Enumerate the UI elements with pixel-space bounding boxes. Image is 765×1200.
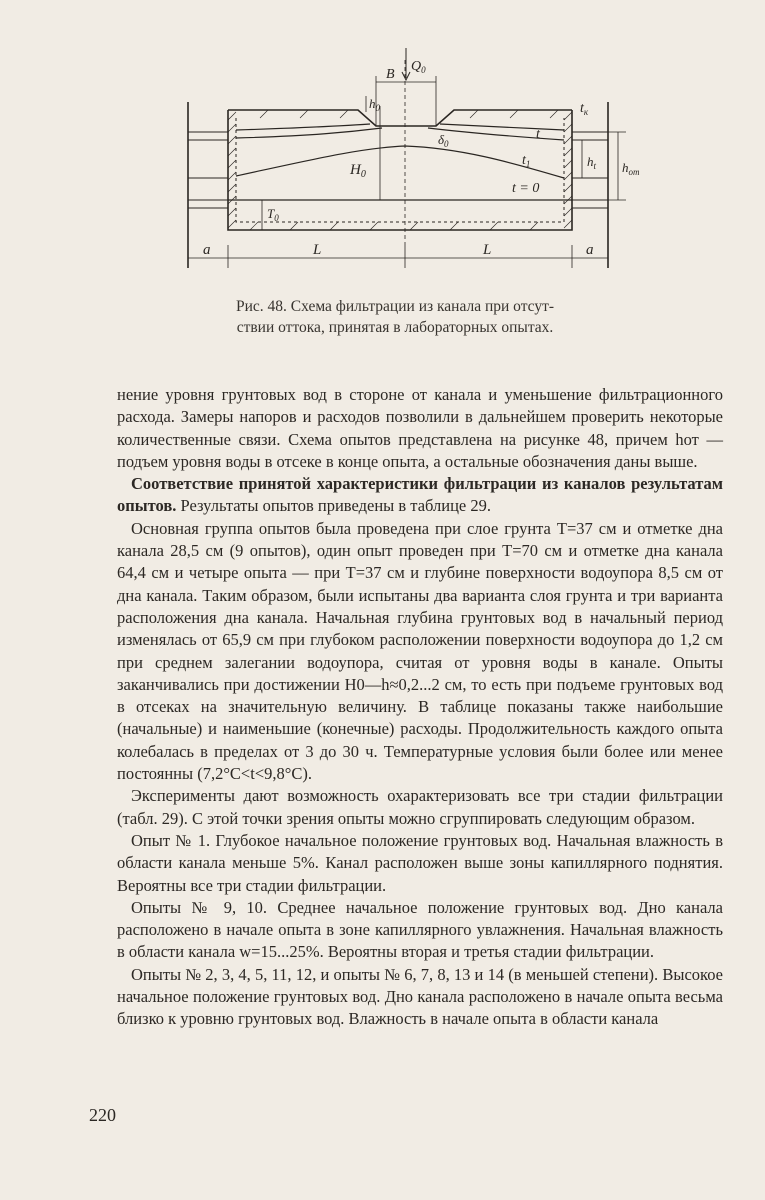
paragraph: Опыты № 2, 3, 4, 5, 11, 12, и опыты № 6, 7, 8, 13 и 14 (в меньшей степени). Высокое начальное положение грунтовых вод. Дно канала расположено в начале опыта весьма близко к уровню грунтовых вод. Влажность в начале опыта в области канала: [117, 964, 723, 1029]
label-Q0: $Q_0$: [411, 59, 426, 75]
label-L-right: L: [483, 242, 492, 258]
label-a-right: a: [586, 242, 594, 258]
figure-caption: [150, 296, 640, 338]
paragraph: Соответствие принятой характеристики фильтрации из каналов результатам опытов. Результаты опытов приведены в таблице 29.: [117, 474, 723, 516]
soil-surface-with-canal: [228, 110, 572, 126]
body-text: [117, 384, 723, 1031]
paragraph: Опыты № 9, 10. Среднее начальное положение грунтовых вод. Дно канала расположено в начале опыта в зоне капиллярного увлажнения. Начальная влажность в области канала w=15...25%. Вероятны вторая и третья стадии фильтрации.: [117, 897, 723, 962]
curve-tk-right: [440, 124, 564, 130]
section-heading: Соответствие принятой характеристики фильтрации из каналов результатам опытов.: [117, 474, 723, 516]
label-L-left: L: [313, 242, 322, 258]
label-tk: $t_к$: [580, 101, 589, 117]
label-B: B: [386, 67, 395, 82]
paragraph: Опыт № 1. Глубокое начальное положение грунтовых вод. Начальная влажность в области канала меньше 5%. Канал расположен выше зоны капиллярного поднятия. Вероятны все три стадии фильтрации.: [117, 830, 723, 895]
caption-line-1: Рис. 48. Схема фильтрации из канала при отсут-: [235, 298, 555, 315]
label-delta0: $\delta_0$: [438, 132, 449, 149]
label-T0: $T_0$: [267, 206, 279, 223]
figure-48-filtration-diagram: [170, 40, 640, 280]
label-t-zero: t = 0: [512, 181, 540, 196]
paragraph: Эксперименты дают возможность охарактеризовать все три стадии фильтрации (табл. 29). С этой точки зрения опыты можно сгруппировать следующим образом.: [117, 786, 723, 828]
curve-tk-left: [236, 124, 370, 130]
hatched-inner-border: [236, 118, 564, 222]
label-t: t: [536, 127, 540, 142]
paragraph: нение уровня грунтовых вод в стороне от канала и уменьшение фильтрационного расхода. Замеры напоров и расходов позволили в дальнейшем проверить некоторые количественные связи. Схема опытов представлена на рисунке 48, причем hот — подъем уровня воды в отсеке в конце опыта, а остальные обозначения даны выше.: [117, 385, 723, 471]
label-H0: $H_0$: [350, 162, 366, 180]
label-a-left: a: [203, 242, 211, 258]
curve-t1: [236, 146, 564, 178]
caption-line-2: ствии оттока, принятая в лабораторных опытах.: [236, 319, 554, 336]
label-t1: $t_1$: [522, 153, 531, 169]
label-ht: $h_t$: [587, 154, 597, 171]
label-h0: $h_0$: [369, 96, 380, 113]
paragraph: Основная группа опытов была проведена при слое грунта T=37 см и отметке дна канала 28,5 см (9 опытов), один опыт проведен при T=70 см и отметке дна канала 64,4 см и четыре опыта — при T=37 см и глубине поверхности водоупора 8,5 см от дна канала. Таким образом, были испытаны два варианта слоя грунта и три варианта расположения дна канала. Начальная глубина грунтовых вод в начальный период изменялась от 65,9 см при глубоком расположении поверхности водоупора до 1,2 см при среднем залегании водоупора, считая от уровня воды в канале. Опыты заканчивались при достижении H0—h≈0,2...2 см, то есть при подъеме грунтовых вод в отсеках на значительную величину. В таблице показаны также наибольшие (начальные) и наименьшие (конечные) расходы. Продолжительность каждого опыта колебалась в пределах от 3 до 30 ч. Температурные условия были более или менее постоянны (7,2°C<t<9,8°C).: [117, 518, 723, 784]
label-hot: $h_{от}$: [622, 160, 640, 177]
page-number: 220: [89, 1105, 116, 1125]
